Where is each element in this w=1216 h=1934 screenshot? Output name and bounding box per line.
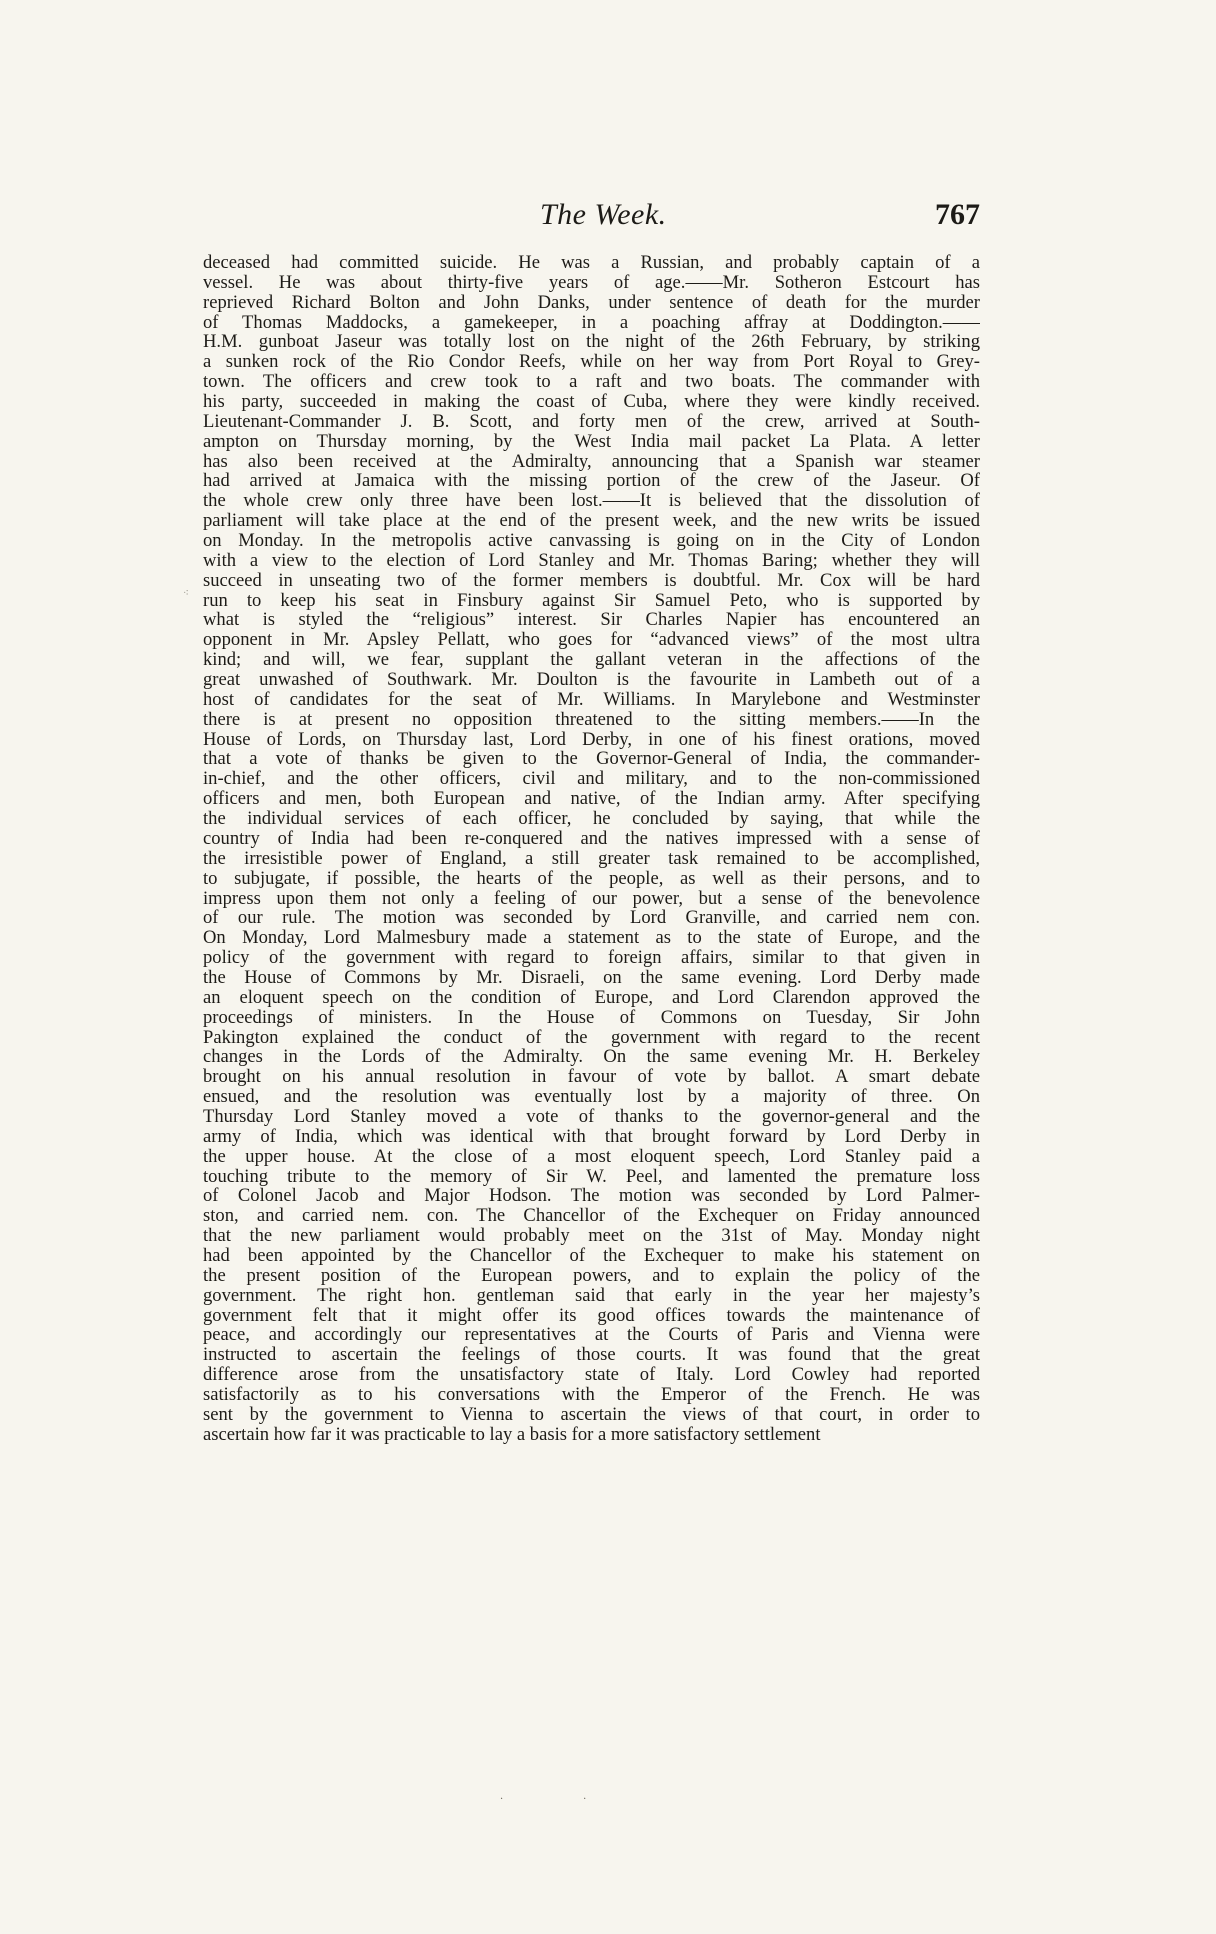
text-line: what is styled the “religious” interest. Sir Charles Napier has encountered an xyxy=(203,610,980,631)
text-line: town. The officers and crew took to a raft and two boats. The commander with xyxy=(203,372,980,393)
text-line: On Monday, Lord Malmesbury made a statement as to the state of Europe, and the xyxy=(203,928,980,949)
text-line: ston, and carried nem. con. The Chancellor of the Exchequer on Friday announced xyxy=(203,1206,980,1227)
text-line: his party, succeeded in making the coast of Cuba, where they were kindly received. xyxy=(203,392,980,412)
text-line: in-chief, and the other officers, civil and military, and to the non-commissioned xyxy=(203,769,980,790)
running-title: The Week. xyxy=(540,198,667,231)
text-line: the present position of the European powers, and to explain the policy of the xyxy=(203,1265,980,1286)
footer-specks: ·· xyxy=(500,1794,667,1805)
text-line: the whole crew only three have been lost.——It is believed that the dissolution of xyxy=(203,491,980,512)
text-line: Thursday Lord Stanley moved a vote of thanks to the governor-general and the xyxy=(203,1106,980,1127)
text-line: proceedings of ministers. In the House of Commons on Tuesday, Sir John xyxy=(203,1007,980,1028)
text-line: the irresistible power of England, a still greater task remained to be accomplished, xyxy=(203,848,980,869)
text-line: vessel. He was about thirty-five years of age.——Mr. Sotheron Estcourt has xyxy=(203,272,980,293)
text-line: that the new parliament would probably meet on the 31st of May. Monday night xyxy=(203,1226,980,1246)
text-line: sent by the government to Vienna to ascertain the views of that court, in order to xyxy=(203,1404,980,1425)
text-line: ascertain how far it was practicable to lay a basis for a more satisfactory settlement xyxy=(203,1424,821,1445)
text-line: of Thomas Maddocks, a gamekeeper, in a poaching affray at Doddington.—— xyxy=(203,312,980,333)
text-line: parliament will take place at the end of the present week, and the new writs be issued xyxy=(203,511,980,532)
text-line: the upper house. At the close of a most eloquent speech, Lord Stanley paid a xyxy=(203,1146,980,1167)
text-line: host of candidates for the seat of Mr. Williams. In Marylebone and Westminster xyxy=(203,689,980,710)
text-line: a sunken rock of the Rio Condor Reefs, while on her way from Port Royal to Grey- xyxy=(203,352,980,373)
text-line: instructed to ascertain the feelings of those courts. It was found that the great xyxy=(203,1345,980,1366)
page-number: 767 xyxy=(935,198,980,231)
text-line: changes in the Lords of the Admiralty. On the same evening Mr. H. Berkeley xyxy=(203,1047,980,1068)
text-line: had arrived at Jamaica with the missing portion of the crew of the Jaseur. Of xyxy=(203,471,980,492)
text-line: Pakington explained the conduct of the government with regard to the recent xyxy=(203,1027,980,1048)
text-line: brought on his annual resolution in favour of vote by ballot. A smart debate xyxy=(203,1067,980,1088)
margin-speck: ⁖ xyxy=(183,588,189,599)
text-line: policy of the government with regard to foreign affairs, similar to that given in xyxy=(203,948,980,968)
text-line: kind; and will, we fear, supplant the gallant veteran in the affections of the xyxy=(203,650,980,671)
text-line: to subjugate, if possible, the hearts of the people, as well as their persons, and to xyxy=(203,868,980,889)
text-line: ampton on Thursday morning, by the West India mail packet La Plata. A letter xyxy=(203,431,980,452)
text-line: deceased had committed suicide. He was a Russian, and probably captain of a xyxy=(203,253,980,273)
text-line: satisfactorily as to his conversations with the Emperor of the French. He was xyxy=(203,1384,980,1405)
text-line: run to keep his seat in Finsbury against Sir Samuel Peto, who is supported by xyxy=(203,590,980,611)
text-line: H.M. gunboat Jaseur was totally lost on the night of the 26th February, by striking xyxy=(203,332,980,353)
text-line: officers and men, both European and native, of the Indian army. After specifying xyxy=(203,789,980,810)
text-line: government felt that it might offer its good offices towards the maintenance of xyxy=(203,1305,980,1326)
text-line: difference arose from the unsatisfactory state of Italy. Lord Cowley had reported xyxy=(203,1365,980,1385)
text-line: country of India had been re-conquered and the natives impressed with a sense of xyxy=(203,828,980,849)
running-head xyxy=(200,198,980,232)
article-body xyxy=(203,253,980,1445)
text-line: the House of Commons by Mr. Disraeli, on the same evening. Lord Derby made xyxy=(203,967,980,988)
text-line: has also been received at the Admiralty, announcing that a Spanish war steamer xyxy=(203,451,980,472)
text-line: Lieutenant-Commander J. B. Scott, and forty men of the crew, arrived at South- xyxy=(203,411,980,432)
text-line: reprieved Richard Bolton and John Danks, under sentence of death for the murder xyxy=(203,292,980,313)
text-line: of Colonel Jacob and Major Hodson. The motion was seconded by Lord Palmer- xyxy=(203,1186,980,1207)
text-line: there is at present no opposition threatened to the sitting members.——In the xyxy=(203,709,980,730)
text-line: great unwashed of Southwark. Mr. Doulton is the favourite in Lambeth out of a xyxy=(203,670,980,690)
text-line: the individual services of each officer, he concluded by saying, that while the xyxy=(203,809,980,829)
text-line: impress upon them not only a feeling of our power, but a sense of the benevolence xyxy=(203,888,980,909)
text-line: government. The right hon. gentleman said that early in the year her majesty’s xyxy=(203,1285,980,1306)
text-line: on Monday. In the metropolis active canvassing is going on in the City of London xyxy=(203,531,980,551)
text-line: that a vote of thanks be given to the Governor-General of India, the commander- xyxy=(203,749,980,770)
text-line: had been appointed by the Chancellor of the Exchequer to make his statement on xyxy=(203,1245,980,1266)
text-line: of our rule. The motion was seconded by Lord Granville, and carried nem con. xyxy=(203,908,980,929)
text-line: peace, and accordingly our representatives at the Courts of Paris and Vienna were xyxy=(203,1325,980,1346)
text-line: army of India, which was identical with that brought forward by Lord Derby in xyxy=(203,1126,980,1147)
text-line: an eloquent speech on the condition of Europe, and Lord Clarendon approved the xyxy=(203,987,980,1008)
text-line: opponent in Mr. Apsley Pellatt, who goes for “advanced views” of the most ultra xyxy=(203,630,980,651)
text-line: ensued, and the resolution was eventually lost by a majority of three. On xyxy=(203,1087,980,1107)
text-line: House of Lords, on Thursday last, Lord Derby, in one of his finest orations, moved xyxy=(203,729,980,750)
text-line: touching tribute to the memory of Sir W. Peel, and lamented the premature loss xyxy=(203,1166,980,1187)
text-line: with a view to the election of Lord Stanley and Mr. Thomas Baring; whether they will xyxy=(203,550,980,571)
text-line: succeed in unseating two of the former members is doubtful. Mr. Cox will be hard xyxy=(203,570,980,591)
